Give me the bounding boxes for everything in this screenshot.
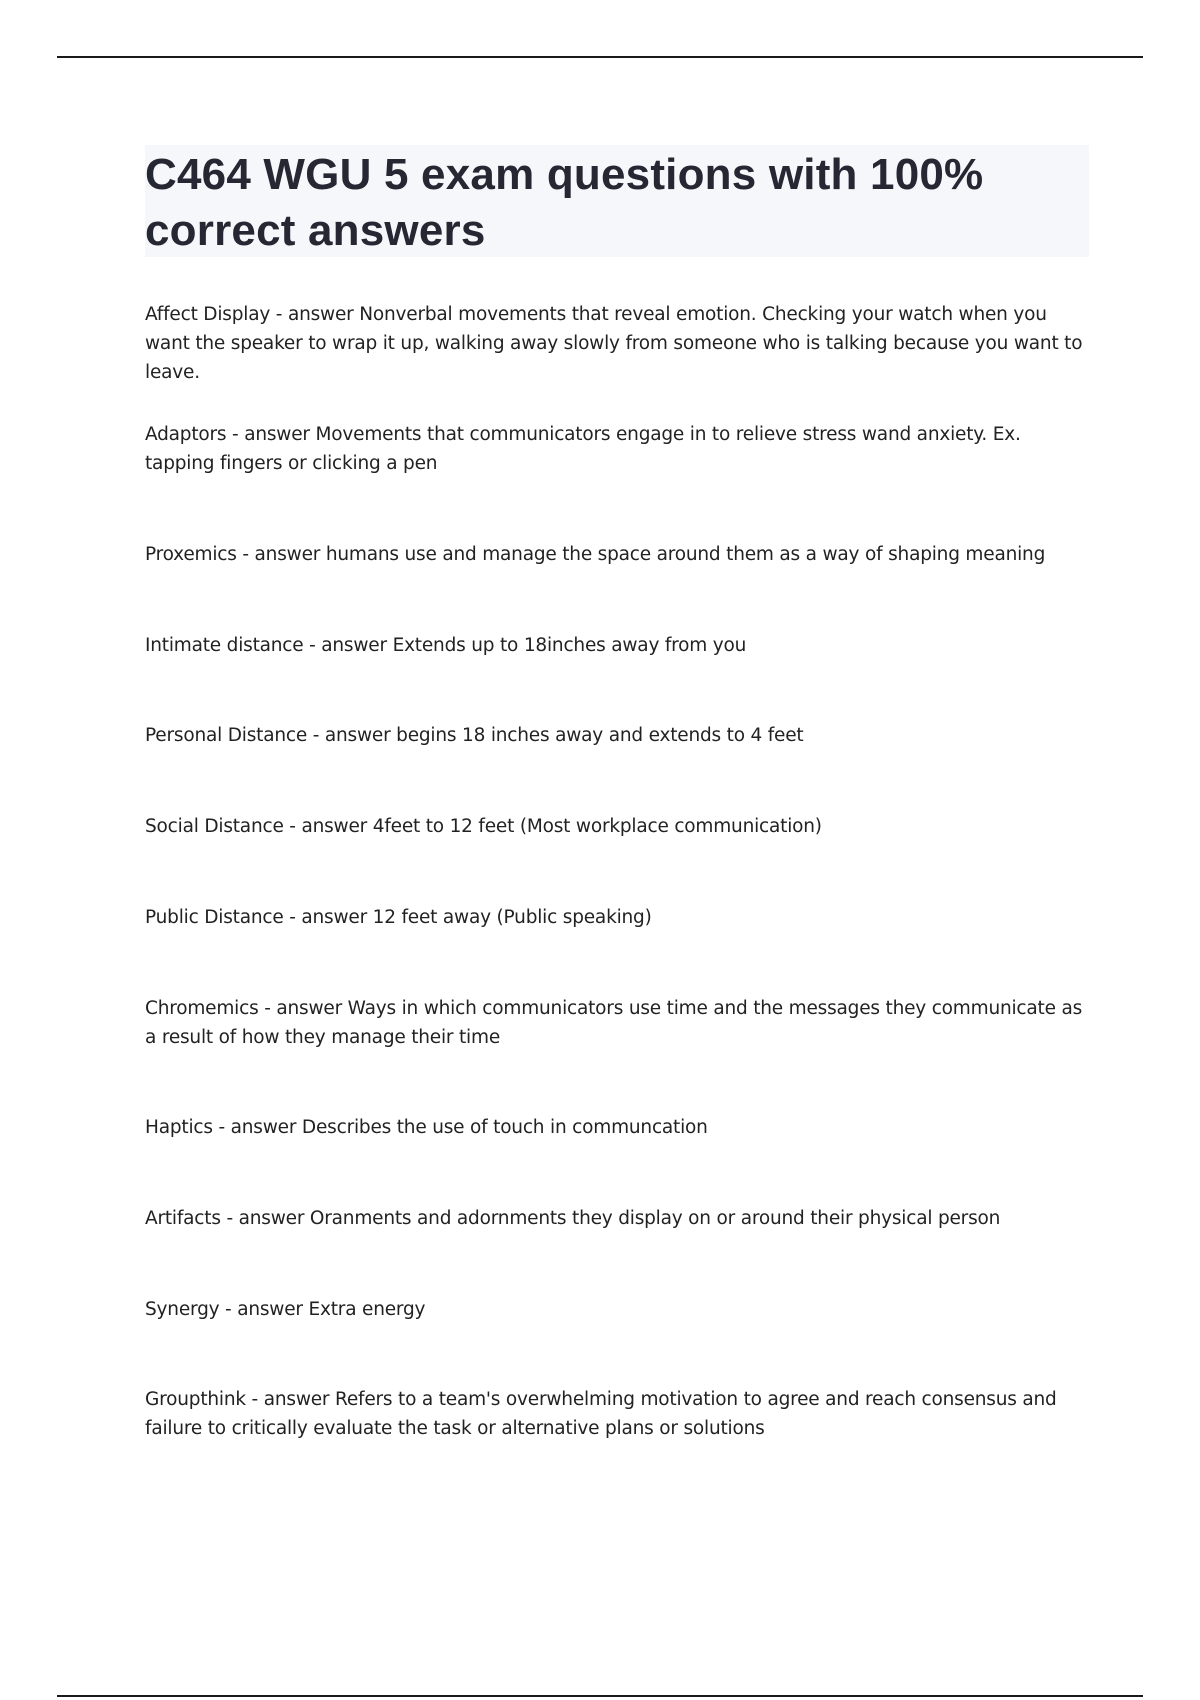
top-divider <box>57 56 1143 58</box>
qa-entry-haptics: Haptics - answer Describes the use of touch in communcation <box>145 1117 708 1138</box>
qa-entry-chromemics: Chromemics - answer Ways in which communicators use time and the messages they communicate as a result of how they manage their time <box>145 998 1083 1048</box>
qa-entry-personal-distance: Personal Distance - answer begins 18 inches away and extends to 4 feet <box>145 725 804 746</box>
qa-entry-artifacts: Artifacts - answer Oranments and adornments they display on or around their physical person <box>145 1208 1001 1229</box>
qa-entry-groupthink: Groupthink - answer Refers to a team's overwhelming motivation to agree and reach consensus and failure to critically evaluate the task or alternative plans or solutions <box>145 1389 1057 1439</box>
qa-entry-public-distance: Public Distance - answer 12 feet away (Public speaking) <box>145 907 652 928</box>
qa-entry-affect-display: Affect Display - answer Nonverbal movements that reveal emotion. Checking your watch when you want the speaker to wrap it up, walking away slowly from someone who is talking because you want to leave. <box>145 304 1083 383</box>
document-title: C464 WGU 5 exam questions with 100% correct answers <box>145 150 984 255</box>
bottom-divider <box>57 1695 1143 1697</box>
qa-entry-proxemics: Proxemics - answer humans use and manage the space around them as a way of shaping meaning <box>145 544 1046 565</box>
title-block <box>145 145 1089 257</box>
qa-entry-adaptors: Adaptors - answer Movements that communicators engage in to relieve stress wand anxiety. Ex. tapping fingers or clicking a pen <box>145 424 1021 474</box>
qa-entry-intimate-distance: Intimate distance - answer Extends up to 18inches away from you <box>145 635 747 656</box>
qa-entry-social-distance: Social Distance - answer 4feet to 12 feet (Most workplace communication) <box>145 816 822 837</box>
qa-entry-synergy: Synergy - answer Extra energy <box>145 1299 426 1320</box>
